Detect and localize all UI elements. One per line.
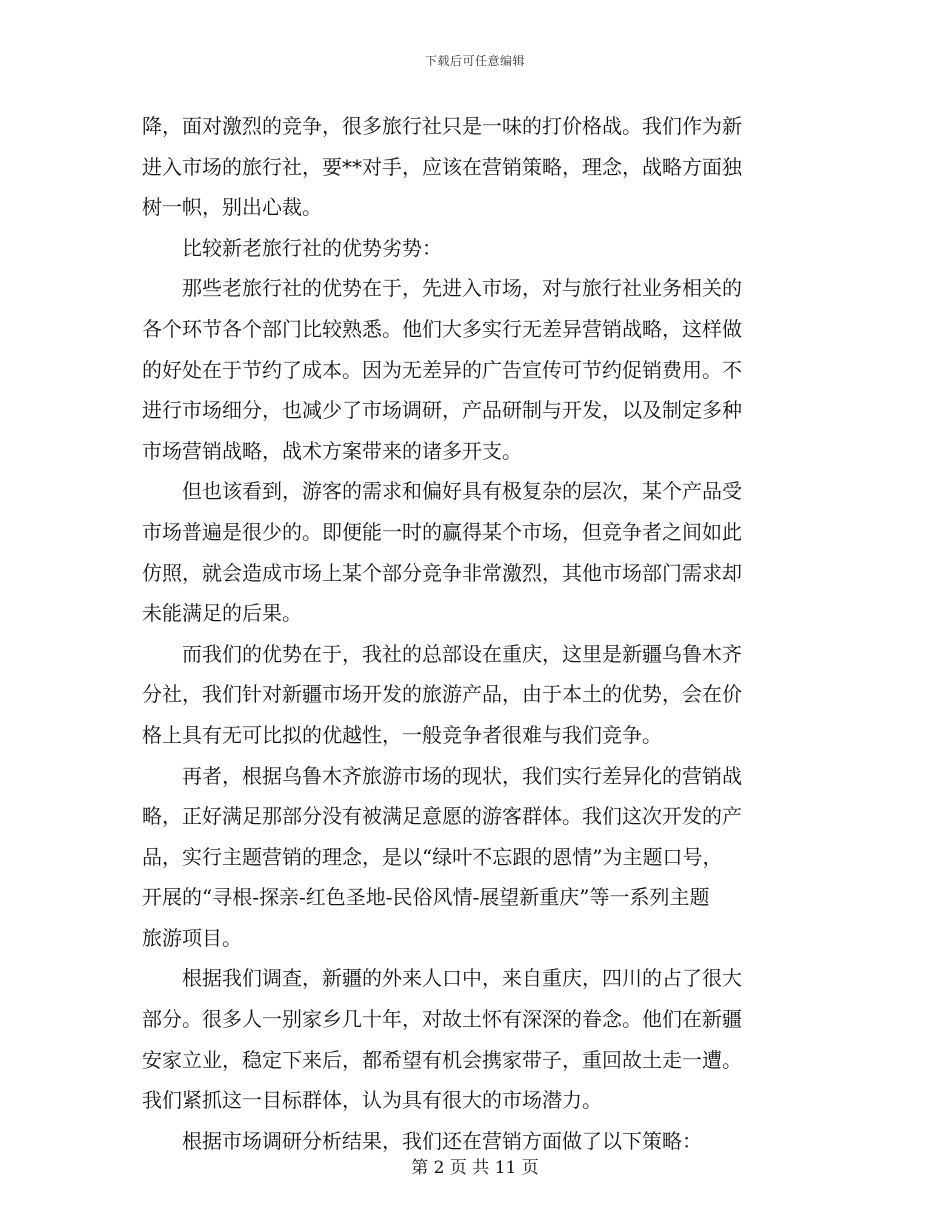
text-line: 各个环节各个部门比较熟悉。他们大多实行无差异营销战略，这样做	[142, 316, 742, 341]
text-line: 旅游项目。	[142, 925, 242, 950]
text-line: 市场营销战略，战术方案带来的诸多开支。	[142, 438, 522, 463]
text-line: 未能满足的后果。	[142, 601, 302, 626]
text-line: 但也该看到，游客的需求和偏好具有极复杂的层次，某个产品受	[142, 479, 742, 504]
page-header-note: 下载后可任意编辑	[424, 54, 525, 68]
text-line: 分社，我们针对新疆市场开发的旅游产品，由于本土的优势，会在价	[142, 682, 742, 707]
page-number-footer: 第 2 页 共 11 页	[411, 1158, 539, 1178]
text-line: 进入市场的旅行社，要**对手，应该在营销策略，理念，战略方面独	[142, 154, 742, 179]
text-line: 根据市场调研分析结果，我们还在营销方面做了以下策略：	[142, 1128, 702, 1153]
text-line: 部分。很多人一别家乡几十年，对故土怀有深深的眷念。他们在新疆	[142, 1007, 742, 1032]
text-line: 树一帜，别出心裁。	[142, 195, 322, 220]
text-line: 比较新老旅行社的优势劣势：	[142, 235, 442, 260]
text-line: 品，实行主题营销的理念，是以“绿叶不忘跟的恩情”为主题口号，	[142, 844, 723, 869]
text-line: 根据我们调查，新疆的外来人口中，来自重庆，四川的占了很大	[142, 966, 742, 991]
document-body	[142, 106, 808, 1161]
text-line: 我们紧抓这一目标群体，认为具有很大的市场潜力。	[142, 1088, 602, 1113]
text-line: 进行市场细分，也减少了市场调研，产品研制与开发，以及制定多种	[142, 398, 742, 423]
text-line: 市场普遍是很少的。即便能一时的赢得某个市场，但竞争者之间如此	[142, 519, 742, 544]
text-line: 仿照，就会造成市场上某个部分竞争非常激烈，其他市场部门需求却	[142, 560, 742, 585]
text-line: 再者，根据乌鲁木齐旅游市场的现状，我们实行差异化的营销战	[142, 763, 742, 788]
text-line: 开展的“寻根-探亲-红色圣地-民俗风情-展望新重庆”等一系列主题	[142, 885, 710, 910]
text-line: 格上具有无可比拟的优越性，一般竞争者很难与我们竞争。	[142, 722, 662, 747]
text-line: 降，面对激烈的竞争，很多旅行社只是一味的打价格战。我们作为新	[142, 114, 742, 138]
text-line: 安家立业，稳定下来后，都希望有机会携家带子，重回故土走一遭。	[142, 1047, 742, 1072]
text-line: 那些老旅行社的优势在于，先进入市场，对与旅行社业务相关的	[142, 276, 742, 301]
text-line: 略，正好满足那部分没有被满足意愿的游客群体。我们这次开发的产	[142, 804, 742, 829]
text-line: 而我们的优势在于，我社的总部设在重庆，这里是新疆乌鲁木齐	[142, 641, 742, 666]
text-line: 的好处在于节约了成本。因为无差异的广告宣传可节约促销费用。不	[142, 357, 742, 382]
